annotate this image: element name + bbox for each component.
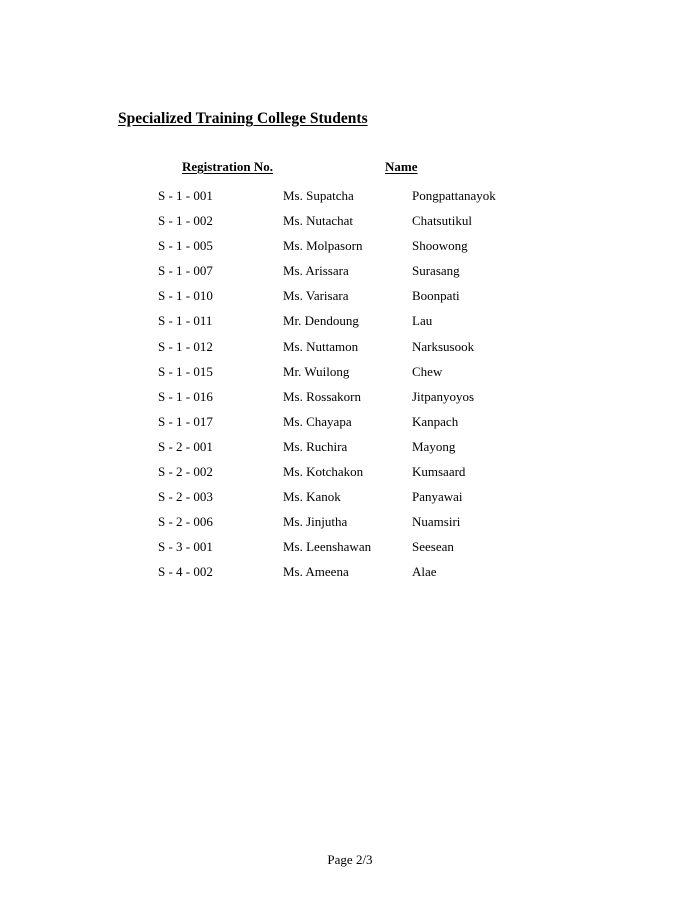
student-first-name: Ms. Nutachat	[283, 213, 354, 229]
student-last-name: Alae	[412, 564, 437, 580]
student-last-name: Shoowong	[412, 238, 468, 254]
student-row	[0, 212, 700, 237]
registration-number: S - 1 - 012	[158, 338, 213, 354]
student-first-name: Ms. Kanok	[283, 489, 341, 505]
student-first-name: Ms. Molpasorn	[283, 238, 363, 254]
registration-number: S - 1 - 017	[158, 413, 213, 429]
registration-number: S - 4 - 002	[158, 564, 213, 580]
registration-number: S - 2 - 003	[158, 489, 213, 505]
student-row	[0, 513, 700, 538]
student-first-name: Ms. Nuttamon	[283, 338, 359, 354]
registration-number: S - 3 - 001	[158, 539, 213, 555]
student-row	[0, 488, 700, 513]
student-first-name: Ms. Chayapa	[283, 413, 352, 429]
student-last-name: Seesean	[412, 539, 454, 555]
student-first-name: Mr. Dendoung	[283, 313, 359, 329]
student-first-name: Ms. Ameena	[283, 564, 349, 580]
student-row	[0, 287, 700, 312]
student-row	[0, 363, 700, 388]
student-first-name: Mr. Wuilong	[283, 363, 350, 379]
student-last-name: Chew	[412, 363, 443, 379]
student-first-name: Ms. Kotchakon	[283, 464, 364, 480]
registration-number: S - 1 - 005	[158, 238, 213, 254]
student-first-name: Ms. Jinjutha	[283, 514, 348, 530]
registration-number: S - 1 - 010	[158, 288, 213, 304]
student-row	[0, 463, 700, 488]
page-number: Page 2/3	[327, 852, 373, 867]
student-row	[0, 187, 700, 212]
student-last-name: Narksusook	[412, 338, 475, 354]
student-last-name: Panyawai	[412, 489, 463, 505]
student-first-name: Ms. Rossakorn	[283, 388, 362, 404]
student-last-name: Surasang	[412, 263, 460, 279]
student-row	[0, 413, 700, 438]
student-row	[0, 563, 700, 588]
registration-column-header: Registration No.	[182, 159, 273, 174]
student-last-name: Kumsaard	[412, 464, 466, 480]
name-column-header: Name	[385, 159, 418, 174]
document-title: Specialized Training College Students	[118, 110, 368, 127]
student-last-name: Lau	[412, 313, 433, 329]
student-row	[0, 438, 700, 463]
student-row	[0, 538, 700, 563]
registration-number: S - 1 - 007	[158, 263, 213, 279]
student-row	[0, 237, 700, 262]
registration-number: S - 1 - 015	[158, 363, 213, 379]
student-last-name: Kanpach	[412, 413, 459, 429]
student-first-name: Ms. Varisara	[283, 288, 349, 304]
registration-number: S - 1 - 016	[158, 388, 213, 404]
registration-number: S - 2 - 006	[158, 514, 213, 530]
registration-number: S - 2 - 001	[158, 438, 213, 454]
student-last-name: Mayong	[412, 438, 456, 454]
student-last-name: Jitpanyoyos	[412, 388, 475, 404]
student-row	[0, 312, 700, 337]
student-first-name: Ms. Arissara	[283, 263, 349, 279]
student-row	[0, 262, 700, 287]
student-last-name: Nuamsiri	[412, 514, 461, 530]
student-row	[0, 388, 700, 413]
registration-number: S - 2 - 002	[158, 464, 213, 480]
student-first-name: Ms. Leenshawan	[283, 539, 372, 555]
registration-number: S - 1 - 001	[158, 188, 213, 203]
student-first-name: Ms. Ruchira	[283, 438, 348, 454]
student-last-name: Pongpattanayok	[412, 188, 496, 203]
student-last-name: Boonpati	[412, 288, 460, 304]
student-last-name: Chatsutikul	[412, 213, 472, 229]
registration-number: S - 1 - 011	[158, 313, 213, 329]
student-first-name: Ms. Supatcha	[283, 188, 354, 203]
student-row	[0, 338, 700, 363]
registration-number: S - 1 - 002	[158, 213, 213, 229]
student-list	[0, 187, 700, 589]
